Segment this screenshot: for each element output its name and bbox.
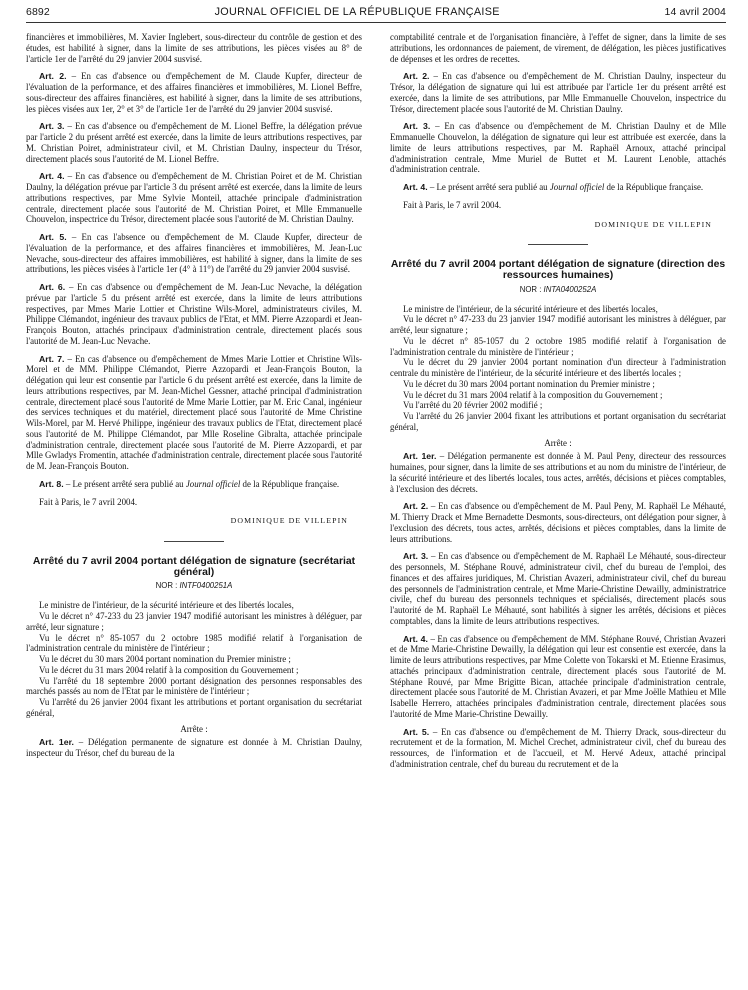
continued-paragraph: financières et immobilières, M. Xavier Inglebert, sous-directeur du contrôle de gestion et des études, est habilité à signer, dans la limite de ses attributions, les pièces visées au 8° de l'article 1er de l'arrêté du 29 janvier 2004 susvisé. xyxy=(26,32,362,64)
visa-line: Vu le décret du 30 mars 2004 portant nomination du Premier ministre ; xyxy=(39,654,291,665)
arrete-heading: Arrête : xyxy=(544,437,572,448)
nor-reference xyxy=(390,285,726,294)
visa-line: Vu l'arrêté du 18 septembre 2000 portant désignation des personnes responsables des marchés passés au nom de l'Etat par le ministère de l'intérieur ; xyxy=(26,675,362,697)
article-paragraph xyxy=(26,282,362,347)
article-number: Art. 1er. xyxy=(39,737,74,748)
article-text: – En cas d'absence ou d'empêchement de MM. Stéphane Rouvé, Christian Avazeri et de Mme Marie-Christine Dewailly, la délégation qui leur est consentie est exercée, dans la limite de leurs attributions respectives, par Mme Colette von Tokarski et M. Etienne Erasimus, attachés principaux d'administration centrale, directement placés sous l'autorité de M. Stéphane Rouvé, par Mme Brigitte Bican, attachée principale d'administration centrale, directement placée sous l'autorité de M. Christian Avazeri, et par Mme Joëlle Mathieu et Mlle Isabelle Herrero, attachées principales d'administration centrale, directement placées sous l'autorité de Mme Marie-Christine Dewailly. xyxy=(390,633,727,719)
nor-label: NOR : xyxy=(155,581,180,591)
article-paragraph xyxy=(390,634,726,720)
section-divider xyxy=(164,541,224,542)
article-paragraph xyxy=(390,501,726,544)
visa-line: Vu le décret du 31 mars 2004 relatif à la composition du Gouvernement ; xyxy=(403,389,663,400)
nor-reference xyxy=(26,581,362,590)
arrete-heading: Arrête : xyxy=(180,723,208,734)
article-text: – Le présent arrêté sera publié au xyxy=(427,182,550,192)
article-number: Art. 2. xyxy=(39,71,67,82)
article-number: Art. 4. xyxy=(39,171,65,182)
article-text: – En cas d'absence ou d'empêchement de Mmes Marie Lottier et Christine Wils-Morel et de MM. Philippe Clémandot, Pierre Azzopardi et Jean-François Bouton, la délégation qui leur est consentie par l'article 6 du présent arrêté est exercée, dans la limite de leurs attributions respectives, par M. Jean-Michel Gessner, attaché principal d'administration centrale, directement placé sous l'autorité de Mme Marie Lottier, par M. Eric Canal, ingénieur des services techniques et du matériel, directement placé sous l'autorité de Mme Christine Wils-Morel, par M. Hervé Philippe, ingénieur des travaux publics de l'Etat, directement placé sous l'autorité de M. Philippe Clémandot, par Mlle Roseline Gibralta, attachée principale d'administration centrale, directement placée sous l'autorité de M. Pierre Azzopardi, et par Mlle Gwladys Fromentin, attachée d'administration centrale, directement placée sous l'autorité de M. Jean-François Bouton. xyxy=(26,353,362,471)
article-text-end: de la République française. xyxy=(604,182,704,192)
minister-signature: DOMINIQUE DE VILLEPIN xyxy=(230,516,348,526)
visa-line: Vu le décret n° 85-1057 du 2 octobre 1985 modifié relatif à l'organisation de l'administration centrale du ministère de l'intérieur ; xyxy=(390,335,726,357)
article-paragraph xyxy=(26,121,362,164)
visa-line: Vu l'arrêté du 20 février 2002 modifié ; xyxy=(403,400,543,411)
place-date-line: Fait à Paris, le 7 avril 2004. xyxy=(39,496,138,507)
minister-signature: DOMINIQUE DE VILLEPIN xyxy=(594,219,712,229)
visa-line: Vu l'arrêté du 26 janvier 2004 fixant les attributions et portant organisation du secrétariat général, xyxy=(390,411,726,432)
visa-line: Vu le décret du 29 janvier 2004 portant nomination d'un directeur à l'administration centrale du ministère de l'intérieur, de la sécurité intérieure et des libertés locales ; xyxy=(390,357,726,379)
place-date-line: Fait à Paris, le 7 avril 2004. xyxy=(403,199,502,210)
article-paragraph xyxy=(390,451,726,494)
visa-line: Vu le décret n° 85-1057 du 2 octobre 1985 modifié relatif à l'organisation de l'administration centrale du ministère de l'intérieur ; xyxy=(26,632,362,654)
article-number: Art. 7. xyxy=(39,353,65,364)
article-text: – En cas d'absence ou d'empêchement de M. Jean-Luc Nevache, la délégation prévue par l'article 5 du présent arrêté est exercée, dans la limite de leurs attributions respectives, par Mmes Marie Lottier et Christine Wils-Morel, administrateurs civiles, M. Philippe Clémandot, ingénieur des travaux publics de l'Etat, et MM. Pierre Azzopardi et Jean-François Bouton, attachés principaux d'administration centrale, directement placés sous l'autorité de M. Jean-Luc Nevache. xyxy=(26,282,362,346)
decree-title: Arrêté du 7 avril 2004 portant délégation de signature (secrétariat général) xyxy=(32,556,356,579)
article-number: Art. 3. xyxy=(403,121,431,132)
article-text: – En cas d'absence ou d'empêchement de M. Lionel Beffre, la délégation prévue par l'article 2 du présent arrêté est exercée, dans la limite de leurs attributions respectives, par M. Christian Poiret, administrateur civil, et M. Christian Daulny, inspecteur du Trésor, directement placés sous l'autorité de M. Lionel Beffre. xyxy=(26,121,362,164)
page-number: 6892 xyxy=(26,6,50,18)
article-text: – En cas d'absence ou d'empêchement de M. Christian Daulny et de Mlle Emmanuelle Chouvelon, la délégation de signature qui leur est attribuée est exercée, dans la limite de leurs attributions respectives, par M. Raphaël Arnoux, attaché principal d'administration centrale, Mme Muriel de Buttet et M. Laurent Lenoble, attachés d'administration centrale. xyxy=(390,121,727,175)
article-paragraph xyxy=(390,121,726,175)
article-paragraph xyxy=(26,354,362,472)
article-number: Art. 2. xyxy=(403,501,429,512)
visa-line: Vu le décret du 30 mars 2004 portant nomination du Premier ministre ; xyxy=(403,378,655,389)
article-number: Art. 5. xyxy=(39,232,67,242)
article-number: Art. 3. xyxy=(403,551,429,562)
article-paragraph xyxy=(390,182,726,193)
article-paragraph xyxy=(390,551,726,626)
article-number: Art. 4. xyxy=(403,633,428,644)
article-text: – Délégation permanente est donnée à M. Paul Peny, directeur des ressources humaines, pour signer, dans la limite de ses attributions et au nom du ministre de l'intérieur, de la sécurité intérieure et des libertés locales, tous actes, arrêtés, décisions et pièces comptables, à l'exclusion des décrets. xyxy=(390,451,726,494)
visa-line: Vu le décret n° 47-233 du 23 janvier 1947 modifié autorisant les ministres à déléguer, par arrêté, leur signature ; xyxy=(26,611,362,632)
right-column xyxy=(390,32,726,770)
continued-paragraph: comptabilité centrale et de l'organisation financière, à l'effet de signer, dans la limite de ses attributions, les ordonnances de paiement, de virement, de délégation, les pièces justificatives de dépenses et les ordres de recettes. xyxy=(390,32,726,64)
article-paragraph xyxy=(26,737,362,759)
article-text: – En cas d'absence ou d'empêchement de M. Paul Peny, M. Raphaël Le Méhauté, M. Thierry Drack et Mme Bernadette Desmonts, sous-directeurs, ont délégation pour signer, à l'exclusion des décrets, tous actes, arrêtés, décisions et pièces comptables, dans la limite de leurs attributions. xyxy=(390,501,726,544)
visa-line: Vu le décret n° 47-233 du 23 janvier 1947 modifié autorisant les ministres à déléguer, par arrêté, leur signature ; xyxy=(390,314,726,336)
article-text-end: de la République française. xyxy=(240,478,340,489)
nor-code: INTA0400252A xyxy=(543,284,597,294)
visa-line: Vu l'arrêté du 26 janvier 2004 fixant les attributions et portant organisation du secrétariat général, xyxy=(26,697,362,718)
article-number: Art. 2. xyxy=(403,71,430,82)
nor-label: NOR : xyxy=(519,284,544,294)
article-number: Art. 6. xyxy=(39,282,66,292)
left-column xyxy=(26,32,362,770)
article-paragraph xyxy=(26,232,362,275)
preamble-minister: Le ministre de l'intérieur, de la sécurité intérieure et des libertés locales, xyxy=(403,303,658,314)
preamble-minister: Le ministre de l'intérieur, de la sécurité intérieure et des libertés locales, xyxy=(39,600,294,611)
decree-title: Arrêté du 7 avril 2004 portant délégation de signature (direction des ressources humaines) xyxy=(390,259,726,282)
article-text: – En cas l'absence ou d'empêchement de M. Claude Kupfer, directeur de l'évaluation de la performance, et des affaires financières et immobilières, M. Jean-Luc Nevache, sous-directeur des affaires immobilières, est habilité à signer, dans la limite de ses attributions, les pièces visées à l'article 1er (4° à 11°) de l'arrêté du 29 janvier 2004 susvisé. xyxy=(26,232,362,275)
article-number: Art. 1er. xyxy=(403,451,437,462)
article-text: – En cas d'absence ou d'empêchement de M. Thierry Drack, sous-directeur du recrutement et de la formation, M. Michel Crechet, administrateur civil, chef du bureau des ressources, de l'information et de l'accueil, et M. Hervé Adeux, attaché principal d'administration centrale, chef du bureau du recrutement et de la xyxy=(390,726,726,769)
nor-code: INTF0400251A xyxy=(179,581,233,591)
article-number: Art. 5. xyxy=(403,726,430,737)
article-text: – Délégation permanente de signature est donnée à M. Christian Daulny, inspecteur du Trésor, chef du bureau de la xyxy=(26,737,362,759)
journal-officiel-italic: Journal officiel xyxy=(549,182,605,192)
issue-date: 14 avril 2004 xyxy=(664,6,726,18)
article-number: Art. 3. xyxy=(39,121,65,132)
journal-officiel-italic: Journal officiel xyxy=(185,478,241,489)
journal-title: JOURNAL OFFICIEL DE LA RÉPUBLIQUE FRANÇAISE xyxy=(214,6,500,18)
article-paragraph xyxy=(26,71,362,114)
article-paragraph xyxy=(390,71,726,114)
visa-line: Vu le décret du 31 mars 2004 relatif à la composition du Gouvernement ; xyxy=(39,664,299,675)
page-header xyxy=(26,6,726,23)
article-text: – En cas d'absence ou d'empêchement de M. Raphaël Le Méhauté, sous-directeur des personnels, M. Stéphane Rouvé, administrateur civil, chef du bureau de l'emploi, des finances et des affaires juridiques, M. Christian Avazeri, administrateur civil, chef du bureau des personnels de l'administration centrale, et Mme Marie-Christine Dewailly, administratrice civile, chef du bureau des personnels techniques et spécialisés, directement placés sous l'autorité de M. Raphaël Le Méhauté, sont habilités à signer les arrêtés, décisions et pièces comptables, dans la limite de leurs attributions respectives. xyxy=(390,551,726,626)
article-number: Art. 8. xyxy=(39,478,64,489)
article-paragraph xyxy=(390,727,726,770)
article-text: – En cas d'absence ou d'empêchement de M. Claude Kupfer, directeur de l'évaluation de la performance, et des affaires financières et immobilières, M. Lionel Beffre, sous-directeur des affaires financières, est habilité à signer, dans la limite de ses attributions, les pièces visées aux 1er, 2° et 3° de l'article 1er de l'arrêté du 29 janvier 2004 susvisé. xyxy=(26,71,363,114)
article-text: – Le présent arrêté sera publié au xyxy=(63,478,186,489)
article-paragraph xyxy=(26,479,362,490)
article-text: – En cas d'absence ou d'empêchement de M. Christian Daulny, inspecteur du Trésor, la délégation de signature qui lui est attribuée par l'article 1er du présent arrêté est exercée, dans la limite de ses attributions, par Mlle Emmanuelle Chouvelon, inspectrice du Trésor, directement placée sous l'autorité de M. Christian Daulny. xyxy=(390,71,726,114)
section-divider xyxy=(528,244,588,245)
article-text: – En cas d'absence ou d'empêchement de M. Christian Poiret et de M. Christian Daulny, la délégation prévue par l'article 3 du présent arrêté est exercée, dans la limite de leurs attributions respectives, par Mme Sylvie Monteil, attachée principale d'administration centrale, directement placée sous l'autorité de M. Christian Poiret, et Mlle Emmanuelle Chouvelon, inspectrice du Trésor, directement placée sous l'autorité de M. Christian Daulny. xyxy=(26,171,362,225)
article-paragraph xyxy=(26,171,362,225)
article-number: Art. 4. xyxy=(403,182,428,192)
